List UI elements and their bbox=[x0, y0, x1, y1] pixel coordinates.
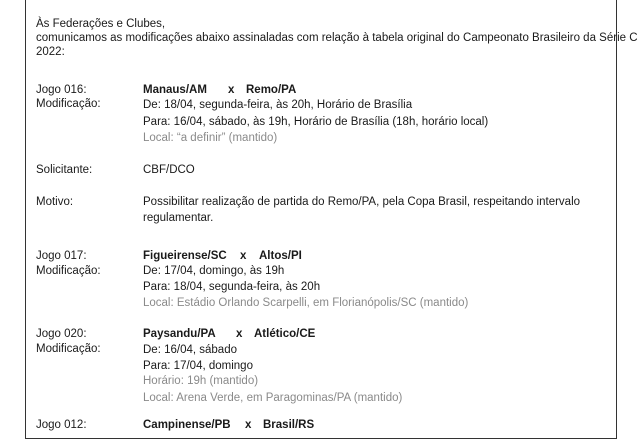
requester-label: Solicitante: bbox=[36, 164, 93, 176]
document-frame bbox=[25, 0, 617, 439]
home-team: Paysandu/PA bbox=[143, 328, 216, 340]
game-label: Jogo 016: bbox=[36, 84, 87, 96]
time: Horário: 19h (mantido) bbox=[143, 375, 259, 387]
modification-label: Modificação: bbox=[36, 343, 101, 355]
away-team: Brasil/RS bbox=[263, 419, 315, 431]
salutation: Às Federações e Clubes, bbox=[36, 18, 166, 30]
vs-separator: x bbox=[228, 84, 235, 96]
away-team: Remo/PA bbox=[246, 84, 297, 96]
intro-text: comunicamos as modificações abaixo assinaladas com relação à tabela original do Campeonato Brasileiro da Série C bbox=[36, 32, 638, 44]
venue: Local: “a definir” (mantido) bbox=[143, 132, 278, 144]
away-team: Atlético/CE bbox=[254, 328, 316, 340]
reason-label: Motivo: bbox=[36, 196, 74, 208]
new-schedule: Para: 18/04, segunda-feira, às 20h bbox=[143, 281, 321, 293]
home-team: Campinense/PB bbox=[143, 419, 231, 431]
original-schedule: De: 16/04, sábado bbox=[143, 344, 237, 356]
away-team: Altos/PI bbox=[259, 250, 302, 262]
game-label: Jogo 017: bbox=[36, 250, 87, 262]
home-team: Manaus/AM bbox=[143, 84, 207, 96]
reason-text: Possibilitar realização de partida do Remo/PA, pela Copa Brasil, respeitando intervalo bbox=[143, 196, 581, 208]
original-schedule: De: 18/04, segunda-feira, às 20h, Horário de Brasília bbox=[143, 99, 413, 111]
intro-text-cont: 2022: bbox=[36, 46, 65, 58]
game-label: Jogo 012: bbox=[36, 419, 87, 431]
vs-separator: x bbox=[245, 419, 252, 431]
reason-text-cont: regulamentar. bbox=[143, 212, 214, 224]
venue: Local: Estádio Orlando Scarpelli, em Florianópolis/SC (mantido) bbox=[143, 297, 469, 309]
vs-separator: x bbox=[236, 328, 243, 340]
modification-label: Modificação: bbox=[36, 265, 101, 277]
game-label: Jogo 020: bbox=[36, 328, 87, 340]
home-team: Figueirense/SC bbox=[143, 250, 227, 262]
vs-separator: x bbox=[240, 250, 247, 262]
original-schedule: De: 17/04, domingo, às 19h bbox=[143, 265, 285, 277]
new-schedule: Para: 16/04, sábado, às 19h, Horário de Brasília (18h, horário local) bbox=[143, 116, 489, 128]
modification-label: Modificação: bbox=[36, 98, 101, 110]
new-schedule: Para: 17/04, domingo bbox=[143, 360, 253, 372]
requester-value: CBF/DCO bbox=[143, 164, 195, 176]
venue: Local: Arena Verde, em Paragominas/PA (mantido) bbox=[143, 392, 403, 404]
